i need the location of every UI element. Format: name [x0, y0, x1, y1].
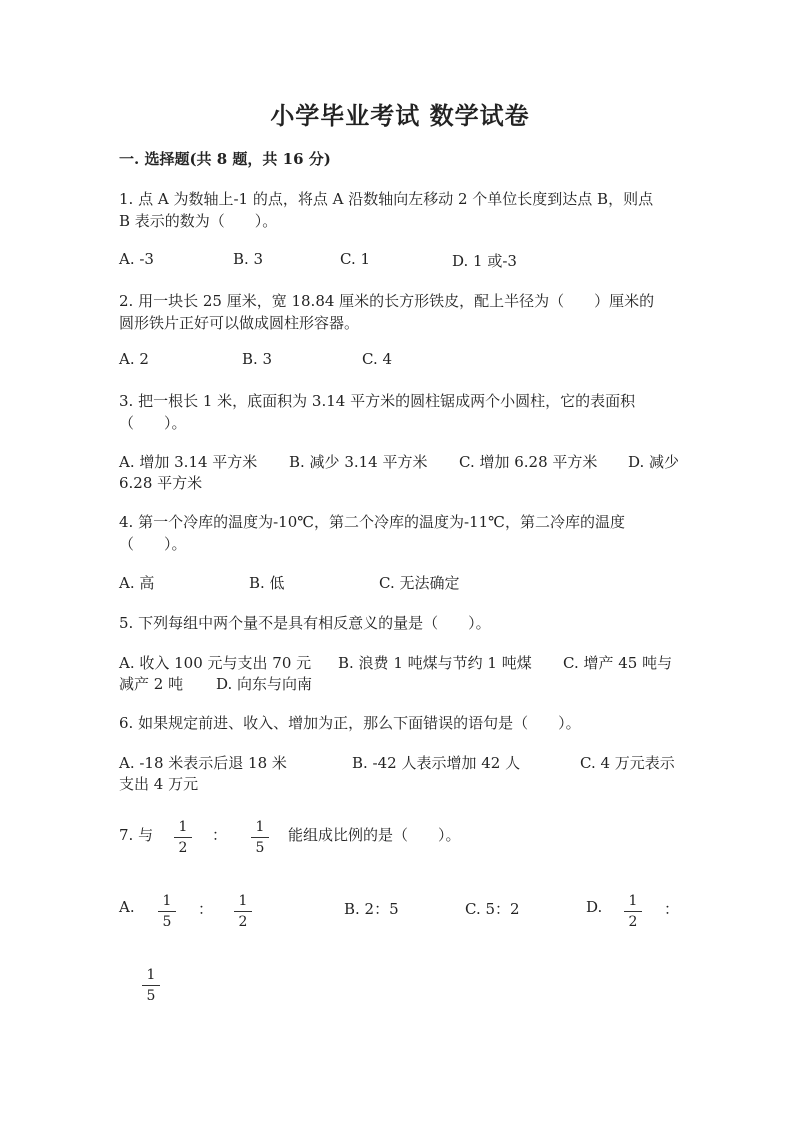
q7-option-a-fraction-2-denominator: 2 — [238, 914, 248, 930]
q7-option-b: B. 2：5 — [344, 900, 399, 918]
q7-prefix: 7. 与 — [119, 826, 154, 844]
q2-line1: 2. 用一块长 25 厘米，宽 18.84 厘米的长方形铁皮，配上半径为（ ）厘米的 — [119, 292, 655, 310]
q4-line1: 4. 第一个冷库的温度为-10℃，第二个冷库的温度为-11℃，第二冷库的温度 — [119, 513, 625, 531]
q6-option-c-cont: 支出 4 万元 — [119, 775, 199, 793]
q2-option-a: A. 2 — [119, 350, 149, 368]
q7-option-a-fraction-1-denominator: 5 — [162, 914, 172, 930]
q7-option-a-colon: ： — [198, 900, 214, 918]
q5-option-b: B. 浪费 1 吨煤与节约 1 吨煤 — [338, 654, 532, 672]
q2-option-b: B. 3 — [242, 350, 273, 368]
q7-option-a-fraction-1 — [158, 892, 176, 931]
q7-fraction-2-denominator: 5 — [255, 840, 265, 856]
q5-option-a: A. 收入 100 元与支出 70 元 — [119, 654, 312, 672]
q7-option-d-fraction-2-denominator: 5 — [146, 988, 156, 1004]
q7-fraction-1 — [174, 818, 192, 857]
q1-line2: B 表示的数为（ ）。 — [119, 212, 278, 230]
q5-option-c-cont: 减产 2 吨 — [119, 675, 184, 693]
q7-option-c: C. 5：2 — [465, 900, 520, 918]
q1-option-a: A. -3 — [119, 250, 154, 268]
q7-fraction-1-numerator: 1 — [174, 818, 192, 838]
q2-option-c: C. 4 — [362, 350, 393, 368]
exam-title: 小学毕业考试 数学试卷 — [270, 101, 530, 130]
q7-option-d-fraction-1 — [624, 892, 642, 931]
q1-option-d: D. 1 或-3 — [452, 252, 517, 270]
q7-fraction-1-denominator: 2 — [178, 840, 188, 856]
q4-option-c: C. 无法确定 — [379, 574, 460, 592]
q7-option-d-fraction-2 — [142, 966, 160, 1005]
q6-line1: 6. 如果规定前进、收入、增加为正，那么下面错误的语句是（ ）。 — [119, 714, 581, 732]
q1-option-b: B. 3 — [233, 250, 264, 268]
q3-line2: （ ）。 — [119, 414, 187, 432]
q7-suffix: 能组成比例的是（ ）。 — [288, 826, 461, 844]
q7-option-d-fraction-2-numerator: 1 — [142, 966, 160, 986]
q1-line1: 1. 点 A 为数轴上-1 的点，将点 A 沿数轴向左移动 2 个单位长度到达点 B，则点 — [119, 190, 654, 208]
q7-option-a-fraction-2-numerator: 1 — [234, 892, 252, 912]
q6-option-b: B. -42 人表示增加 42 人 — [352, 754, 521, 772]
q3-line1: 3. 把一根长 1 米，底面积为 3.14 平方米的圆柱锯成两个小圆柱，它的表面积 — [119, 392, 636, 410]
section-heading: 一. 选择题(共 8 题，共 16 分) — [119, 150, 331, 168]
q3-option-d-cont: 6.28 平方米 — [119, 474, 203, 492]
q5-option-c: C. 增产 45 吨与 — [563, 654, 673, 672]
q1-option-c: C. 1 — [340, 250, 371, 268]
q4-option-a: A. 高 — [119, 574, 155, 592]
q7-option-d-fraction-1-denominator: 2 — [628, 914, 638, 930]
q5-option-d: D. 向东与向南 — [216, 675, 313, 693]
q5-line1: 5. 下列每组中两个量不是具有相反意义的量是（ ）。 — [119, 614, 491, 632]
q4-option-b: B. 低 — [249, 574, 285, 592]
q3-option-b: B. 减少 3.14 平方米 — [289, 453, 428, 471]
q2-line2: 圆形铁片正好可以做成圆柱形容器。 — [119, 314, 360, 332]
q3-option-c: C. 增加 6.28 平方米 — [459, 453, 598, 471]
q7-option-a-label: A. — [119, 898, 135, 916]
q7-ratio-colon: ： — [212, 826, 228, 844]
q7-option-d-fraction-1-numerator: 1 — [624, 892, 642, 912]
q7-option-d-label: D. — [586, 898, 603, 916]
q7-fraction-2-numerator: 1 — [251, 818, 269, 838]
q3-option-a: A. 增加 3.14 平方米 — [119, 453, 258, 471]
q7-option-a-fraction-2 — [234, 892, 252, 931]
q7-fraction-2 — [251, 818, 269, 857]
q3-option-d: D. 减少 — [628, 453, 680, 471]
q7-option-d-colon: ： — [664, 900, 680, 918]
q6-option-c: C. 4 万元表示 — [580, 754, 675, 772]
q7-option-a-fraction-1-numerator: 1 — [158, 892, 176, 912]
q4-line2: （ ）。 — [119, 535, 187, 553]
q6-option-a: A. -18 米表示后退 18 米 — [119, 754, 287, 772]
